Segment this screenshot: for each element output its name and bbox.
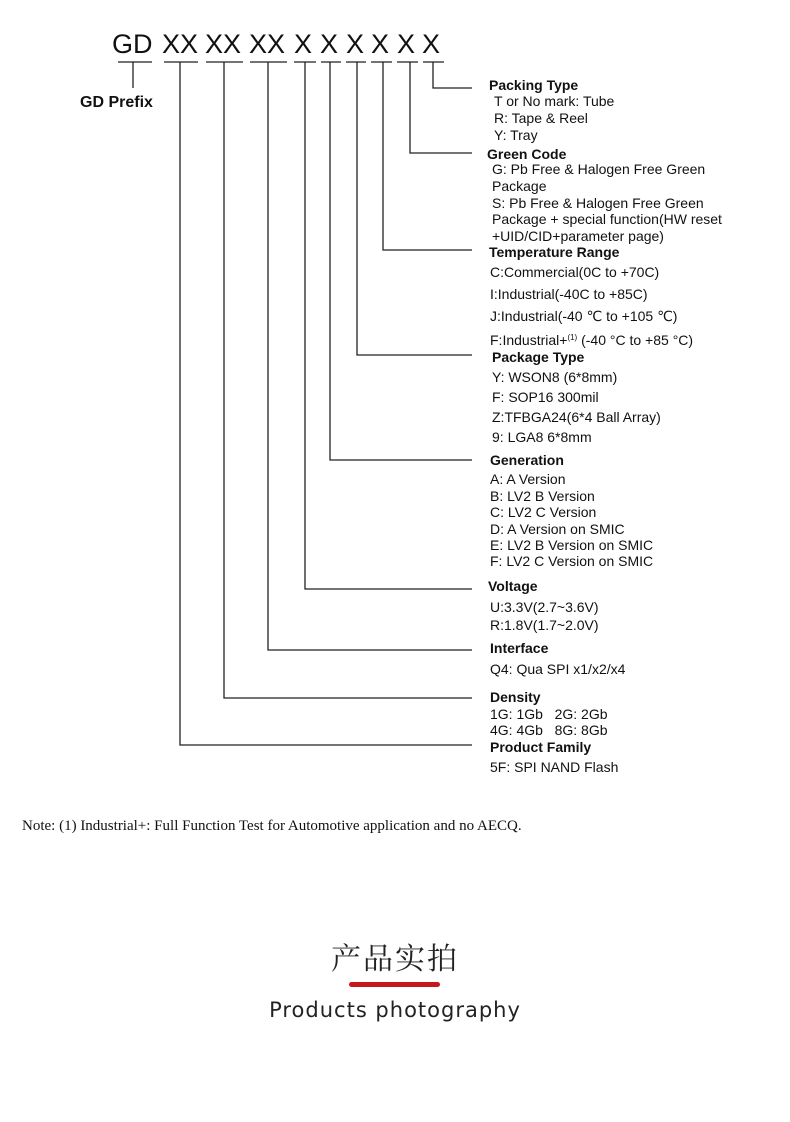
green-code-item: Package + special function(HW reset [492,211,722,227]
section-title-product-family: Product Family [490,739,592,755]
generation-item: F: LV2 C Version on SMIC [490,553,654,569]
voltage-item: U:3.3V(2.7~3.6V) [490,599,599,615]
section-title-density: Density [490,689,541,705]
section-title-voltage: Voltage [488,578,538,594]
density-item: 1G: 1Gb 2G: 2Gb [490,706,608,722]
green-code-item: S: Pb Free & Halogen Free Green [492,195,704,211]
code-x-green: X [397,29,416,59]
green-code-item: Package [492,178,547,194]
generation-item: A: A Version [490,471,566,487]
footnote: Note: (1) Industrial+: Full Function Test for Automotive application and no AECQ. [22,818,522,834]
gd-prefix-label: GD Prefix [80,94,153,111]
voltage-item: R:1.8V(1.7~2.0V) [490,617,599,633]
generation-item: E: LV2 B Version on SMIC [490,537,654,553]
leader-green-code [410,62,472,153]
code-x-temperature: X [371,29,390,59]
code-xx-family: XX [205,29,242,59]
package-type-item: Y: WSON8 (6*8mm) [492,369,618,385]
section-title-package-type: Package Type [492,349,585,365]
package-type-item: Z:TFBGA24(6*4 Ball Array) [492,409,661,425]
packing-type-item: Y: Tray [494,127,538,143]
section-heading-zh: 产品实拍 [331,942,459,977]
leader-density [224,62,472,698]
section-title-generation: Generation [490,452,564,468]
leader-package-type [357,62,472,355]
leader-interface [268,62,472,650]
code-xx-interface: XX [249,29,286,59]
leader-temperature-range [383,62,472,250]
temperature-range-item-industrial-plus: F:Industrial+$^{(1)}$ (-40 °C to +85 °C) [490,332,694,348]
temperature-range-item: C:Commercial(0C to +70C) [490,264,660,280]
heading-underline [349,982,440,987]
section-heading-en: Products photography [269,998,521,1022]
section-title-temperature-range: Temperature Range [489,244,620,260]
temperature-range-item: J:Industrial(-40 ℃ to +105 ℃) [490,308,678,324]
leader-generation [330,62,472,460]
code-x-generation: X [320,29,339,59]
product-family-item: 5F: SPI NAND Flash [490,759,619,775]
section-title-packing-type: Packing Type [489,77,579,93]
green-code-item: +UID/CID+parameter page) [492,228,664,244]
section-title-green-code: Green Code [487,146,567,162]
code-x-voltage: X [294,29,313,59]
section-title-interface: Interface [490,640,549,656]
generation-item: B: LV2 B Version [490,488,595,504]
density-item: 4G: 4Gb 8G: 8Gb [490,722,608,738]
package-type-item: F: SOP16 300mil [492,389,599,405]
leader-packing-type [433,62,472,88]
packing-type-item: R: Tape & Reel [494,110,588,126]
packing-type-item: T or No mark: Tube [494,93,615,109]
temperature-range-item: I:Industrial(-40C to +85C) [490,286,648,302]
code-gd: GD [112,29,153,59]
generation-item: C: LV2 C Version [490,504,597,520]
interface-item: Q4: Qua SPI x1/x2/x4 [490,661,626,677]
code-xx-density: XX [162,29,199,59]
green-code-item: G: Pb Free & Halogen Free Green [492,161,706,177]
generation-item: D: A Version on SMIC [490,521,625,537]
code-x-package: X [346,29,365,59]
package-type-item: 9: LGA8 6*8mm [492,429,592,445]
code-x-packing: X [422,29,441,59]
